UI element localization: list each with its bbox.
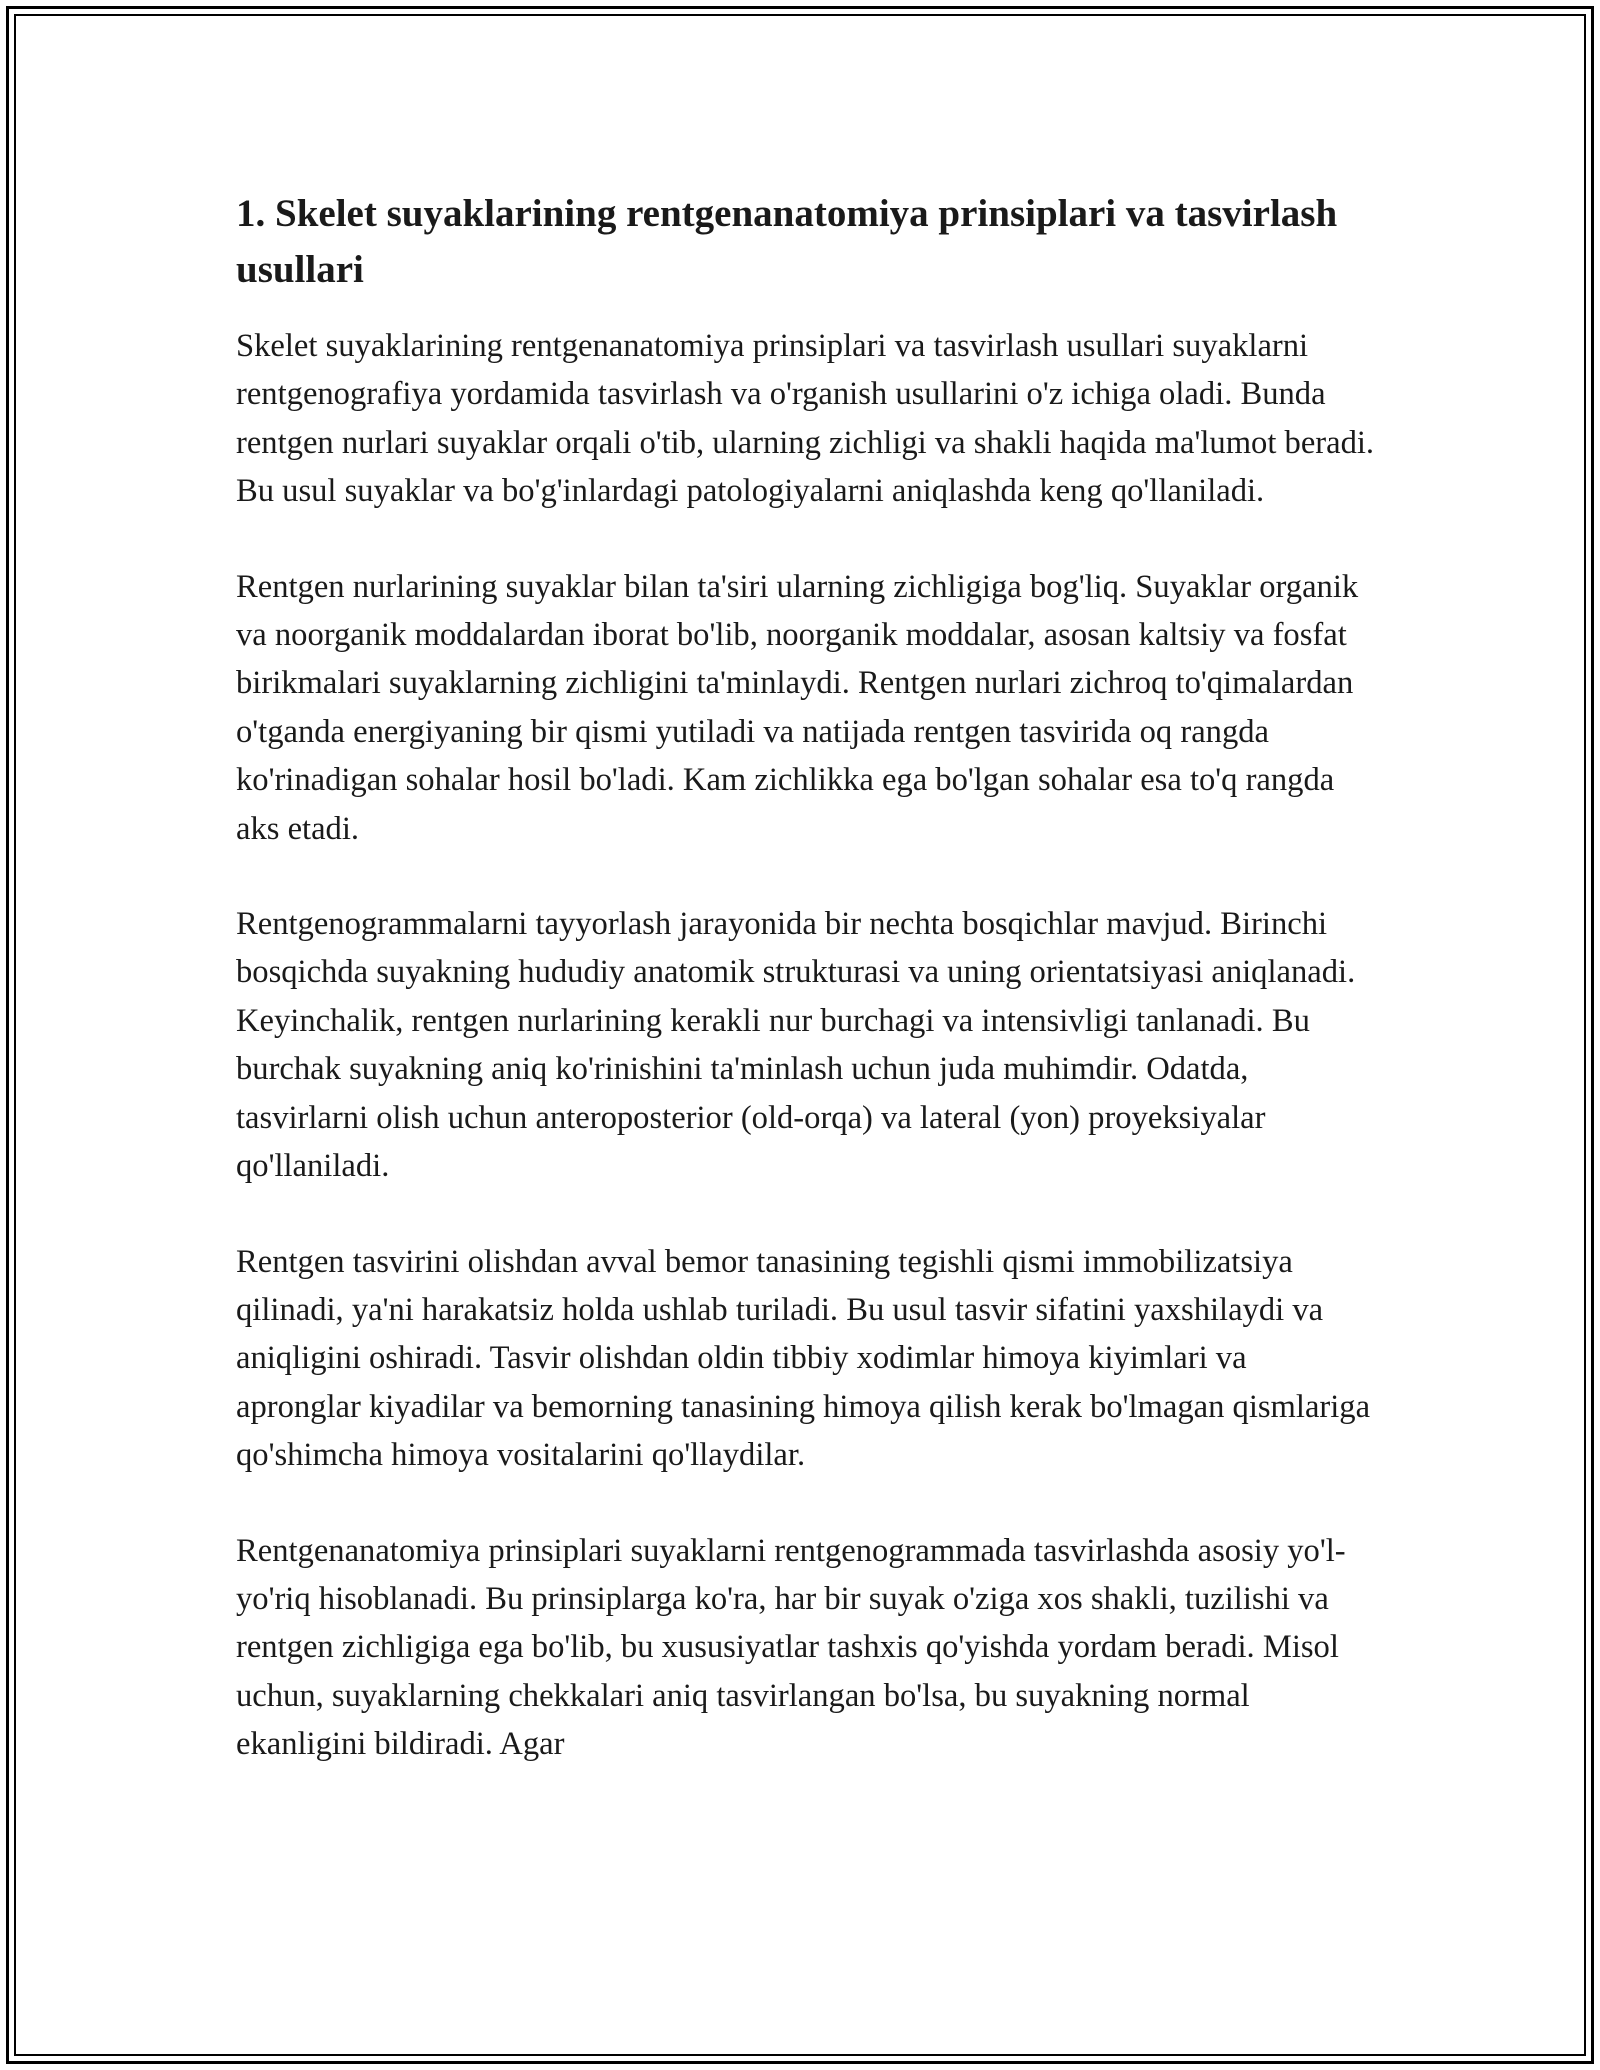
paragraph-2: Rentgen nurlarining suyaklar bilan ta'siri ularning zichligiga bog'liq. Suyaklar organik va noorganik moddalardan iborat bo'lib, noorganik moddalar, asosan kaltsiy va fosfat birikmalari suyaklarning zichligini ta'minlaydi. Rentgen nurlari zichroq to'qimalardan o'tganda energiyaning bir qismi yutiladi va natijada rentgen tasvirida oq rangda ko'rinadigan sohalar hosil bo'ladi. Kam zichlikka ega bo'lgan sohalar esa to'q rangda aks etadi. [236,568,1359,847]
paragraph-3: Rentgenogrammalarni tayyorlash jarayonida bir nechta bosqichlar mavjud. Birinchi bosqichda suyakning hududiy anatomik strukturasi va uning orientatsiyasi aniqlanadi. Keyinchalik, rentgen nurlarining kerakli nur burchagi va intensivligi tanlanadi. Bu burchak suyakning aniq ko'rinishini ta'minlash uchun juda muhimdir. Odatda, tasvirlarni olish uchun anteroposterior (old-orqa) va lateral (yon) proyeksiyalar qo'llaniladi. [236,906,1356,1185]
document-body [236,186,1376,1769]
paragraph-5: Rentgenanatomiya prinsiplari suyaklarni rentgenogrammada tasvirlashda asosiy yo'l-yo'riq hisoblanadi. Bu prinsiplarga ko'ra, har bir suyak o'ziga xos shakli, tuzilishi va rentgen zichligiga ega bo'lib, bu xususiyatlar tashxis qo'yishda yordam beradi. Misol uchun, suyaklarning chekkalari aniq tasvirlangan bo'lsa, bu suyakning normal ekanligini bildiradi. Agar [236,1532,1346,1763]
section-heading: 1. Skelet suyaklarining rentgenanatomiya prinsiplari va tasvirlash usullari [236,192,1338,291]
paragraph-1: Skelet suyaklarining rentgenanatomiya prinsiplari va tasvirlash usullari suyaklarni rentgenografiya yordamida tasvirlash va o'rganish usullarini o'z ichiga oladi. Bunda rentgen nurlari suyaklar orqali o'tib, ularning zichligi va shakli haqida ma'lumot beradi. Bu usul suyaklar va bo'g'inlardagi patologiyalarni aniqlashda keng qo'llaniladi. [236,328,1375,510]
paragraph-4: Rentgen tasvirini olishdan avval bemor tanasining tegishli qismi immobilizatsiya qilinadi, ya'ni harakatsiz holda ushlab turiladi. Bu usul tasvir sifatini yaxshilaydi va aniqligini oshiradi. Tasvir olishdan oldin tibbiy xodimlar himoya kiyimlari va apronglar kiyadilar va bemorning tanasining himoya qilish kerak bo'lmagan qismlariga qo'shimcha himoya vositalarini qo'llaydilar. [236,1243,1371,1474]
